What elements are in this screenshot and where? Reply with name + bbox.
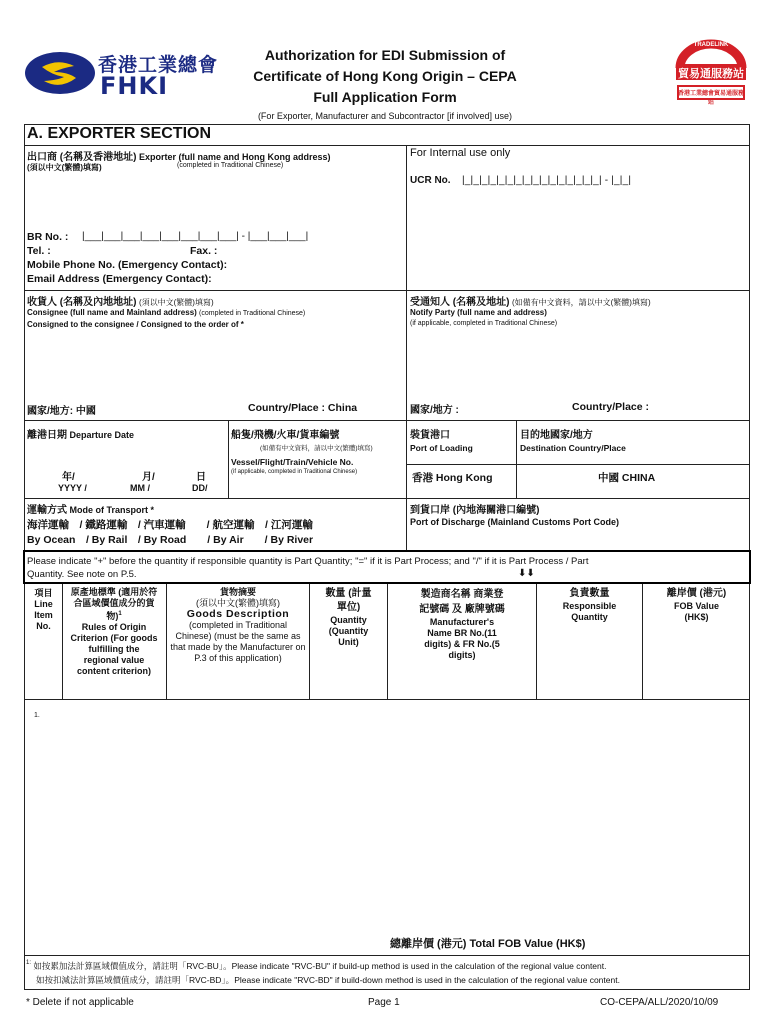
- notify-label-en: Notify Party (full name and address): [410, 308, 547, 317]
- consignee-field[interactable]: [27, 334, 403, 396]
- footnote-line2: [36, 974, 620, 986]
- row-1-number: 1.: [34, 712, 40, 719]
- down-arrows-icon: ⬇⬇: [518, 568, 535, 579]
- discharge-port-field[interactable]: [410, 530, 746, 548]
- consignee-label-cn: 收貨人 (名稱及內地地址): [27, 297, 137, 308]
- exporter-label: [27, 148, 407, 163]
- vessel-note-en: (if applicable, completed in Traditional Chinese): [231, 469, 358, 475]
- departure-year-cn: 年/: [62, 472, 75, 483]
- total-fob-cn: 總離岸價 (港元): [390, 938, 467, 950]
- vessel-label-en: Vessel/Flight/Train/Vehicle No.: [231, 457, 354, 467]
- mobile-label: Mobile Phone No. (Emergency Contact):: [27, 259, 228, 271]
- notify-country-field[interactable]: [476, 400, 566, 414]
- vessel-label-cn: 船隻/飛機/火車/貨車編號: [231, 430, 340, 441]
- consignee-label: [27, 293, 214, 308]
- departure-label-cn: 離港日期: [27, 430, 67, 441]
- col-goods-header: [168, 587, 308, 664]
- tel-field[interactable]: [70, 244, 180, 257]
- transport-label-cn: 運輸方式: [27, 505, 67, 516]
- footer-form-code: CO-CEPA/ALL/2020/10/09: [600, 997, 719, 1008]
- col-criterion-en: Rules of Origin Criterion (For goods fulfilling the regional value content criterion): [70, 622, 158, 676]
- destination-label-cn: 目的地國家/地方: [520, 430, 593, 441]
- transport-options-en[interactable]: By Ocean / By Rail / By Road / By Air / By River: [27, 534, 314, 546]
- col-criterion-cn-text: 原產地標準 (適用於符合區域價值成分的貨物): [70, 587, 158, 621]
- col-responsible-en: Responsible Quantity: [562, 601, 617, 622]
- destination-label-en: Destination Country/Place: [520, 443, 626, 453]
- divider: [516, 420, 517, 498]
- notify-field[interactable]: [410, 334, 746, 396]
- goods-table-body[interactable]: [26, 702, 748, 930]
- consignee-note-cn: (須以中文(繁體)填寫): [138, 298, 214, 307]
- loading-label-cn: 裝貨港口: [410, 430, 450, 441]
- consignee-country-en: Country/Place : China: [248, 402, 358, 414]
- footer-delete-note: * Delete if not applicable: [26, 997, 134, 1008]
- destination-value: 中國 CHINA: [598, 472, 656, 484]
- col-manufacturer-header: [389, 587, 535, 661]
- divider: [24, 699, 750, 700]
- col-responsible-cn: 負責數量: [569, 588, 610, 599]
- tradelink-stamp: [672, 38, 750, 106]
- discharge-label-en: Port of Discharge (Mainland Customs Port Code): [410, 517, 620, 527]
- transport-label: [27, 501, 154, 516]
- notify-label-cn: 受通知人 (名稱及地址): [410, 297, 510, 308]
- title-line-1: Authorization for EDI Submission of: [264, 47, 506, 63]
- consignee-country-cn: 國家/地方: 中國: [27, 406, 96, 417]
- footnote-2-en: Please indicate "RVC-BD" if build-down method is used in the calculation of the regional value content.: [234, 975, 620, 985]
- departure-label: [27, 426, 134, 441]
- departure-month-en: MM /: [130, 483, 150, 493]
- exporter-label-en: Exporter (full name and Hong Kong address): [138, 152, 331, 162]
- divider: [24, 290, 750, 291]
- col-manufacturer-en: Manufacturer's Name BR No.(11 digits) & FR No.(5 digits): [424, 617, 500, 660]
- col-fob-en: FOB Value (HK$): [673, 601, 719, 622]
- departure-year-en: YYYY /: [58, 483, 87, 493]
- discharge-label-cn: 到貨口岸 (內地海關港口編號): [410, 505, 540, 516]
- consignee-label-en: Consignee (full name and Mainland address): [27, 308, 197, 317]
- fax-field[interactable]: [228, 244, 398, 257]
- divider: [642, 584, 643, 699]
- footnote-marker: 1:: [26, 960, 32, 966]
- fax-label: Fax. :: [190, 245, 218, 257]
- exporter-note-cn: (須以中文(繁體)填寫): [27, 163, 102, 172]
- col-fob-header: [644, 587, 749, 623]
- tel-label: Tel. :: [27, 245, 51, 257]
- divider: [309, 584, 310, 699]
- col-criterion-header: [64, 587, 164, 677]
- quantity-note-line2: Quantity. See note on P.5.: [27, 569, 137, 580]
- transport-options-cn[interactable]: 海洋運輸 / 鐵路運輸 / 汽車運輸 / 航空運輸 / 江河運輸: [27, 519, 313, 531]
- divider: [24, 420, 750, 421]
- form-subtitle: (For Exporter, Manufacturer and Subcontractor [if involved] use): [257, 111, 513, 121]
- br-label: BR No. :: [27, 231, 69, 243]
- loading-label-en: Port of Loading: [410, 443, 473, 453]
- divider: [166, 584, 167, 699]
- fhki-emblem-icon: [24, 50, 96, 96]
- total-fob-field[interactable]: [642, 933, 746, 949]
- ucr-number-boxes[interactable]: |_|_|_|_|_|_|_|_|_|_|_|_|_|_|_|_| - |_|_|: [462, 175, 632, 186]
- vessel-note-cn: (如備有中文資料，請以中文(繁體)填寫): [260, 445, 373, 452]
- col-item-en: Line Item No.: [34, 599, 53, 631]
- title-line-2: Certificate of Hong Kong Origin – CEPA: [253, 68, 517, 84]
- divider: [387, 584, 388, 699]
- col-criterion-cn: [64, 587, 164, 622]
- logo-english: FHKI: [100, 72, 169, 100]
- departure-day-en: DD/: [192, 483, 208, 493]
- col-goods-cn: 貨物摘要: [219, 587, 256, 597]
- exporter-label-cn: 出口商 (名稱及香港地址): [27, 152, 137, 163]
- email-label: Email Address (Emergency Contact):: [27, 273, 212, 285]
- stamp-arc-text: TRADELINK: [693, 42, 729, 48]
- departure-month-cn: 月/: [142, 472, 155, 483]
- section-a-title: A. EXPORTER SECTION: [27, 125, 212, 142]
- col-criterion-sup: 1: [118, 611, 122, 617]
- form-title: [220, 45, 550, 108]
- br-number-boxes[interactable]: |___|___|___|___|___|___|___|___| - |___|___|___|: [82, 231, 309, 242]
- departure-label-en: Departure Date: [69, 430, 135, 440]
- total-fob-label: [390, 935, 585, 951]
- footer-page-number: Page 1: [368, 997, 400, 1008]
- notify-country-cn: 國家/地方 :: [410, 405, 459, 416]
- stamp-bottom: 香港工業總會貿易通服務站: [678, 91, 745, 106]
- transport-label-en: Mode of Transport *: [69, 505, 155, 515]
- col-qty-cn: 數量 (計量單位): [325, 588, 372, 613]
- total-fob-en: Total FOB Value (HK$): [469, 938, 586, 950]
- col-goods-en-note: (completed in Traditional Chinese) (must be the same as that made by the Manufacturer on P.3 of this application): [170, 620, 306, 663]
- col-item-header: [25, 588, 62, 632]
- divider: [62, 584, 63, 699]
- notify-label: [410, 293, 651, 308]
- consignee-consigned-to: Consigned to the consignee / Consigned to the order of *: [27, 320, 244, 329]
- col-manufacturer-cn: 製造商名稱 商業登記號碼 及 廠牌號碼: [419, 589, 505, 615]
- divider: [406, 464, 750, 465]
- notify-note-en: (if applicable, completed in Traditional Chinese): [410, 320, 558, 327]
- departure-day-cn: 日: [196, 472, 206, 483]
- consignee-label-en-row: [27, 308, 305, 317]
- notify-country-en: Country/Place :: [572, 401, 650, 413]
- divider: [24, 955, 750, 956]
- col-goods-en: Goods Description: [186, 608, 290, 620]
- fhki-logo: [24, 48, 224, 98]
- col-responsible-header: [538, 587, 641, 623]
- col-goods-cn-note: (須以中文(繁體)填寫): [196, 598, 280, 608]
- divider: [228, 420, 229, 498]
- divider: [536, 584, 537, 699]
- footnote-1-en: Please indicate "RVC-BU" if build-up method is used in the calculation of the regional value content.: [231, 961, 607, 971]
- footnote-2-cn: 如按扣減法計算區域價值成分，請註明「RVC-BD」。: [36, 975, 235, 985]
- consignee-note-en: (completed in Traditional Chinese): [199, 310, 306, 317]
- footnote-line1: [26, 960, 606, 972]
- exporter-name-address-field[interactable]: [27, 175, 403, 227]
- exporter-note-en: (completed in Traditional Chinese): [177, 162, 284, 169]
- internal-use-label: For Internal use only: [410, 147, 511, 159]
- quantity-note-line1: Please indicate "+" before the quantity if responsible quantity is Part Quantity; "=" if it is Part Process; and "/" if it is Part Process / Part: [27, 556, 589, 567]
- loading-value: 香港 Hong Kong: [412, 472, 493, 484]
- logo-chinese: 香港工業總會: [98, 54, 219, 76]
- stamp-chinese: 貿易通服務站: [678, 68, 744, 80]
- divider: [24, 145, 750, 146]
- vessel-number-field[interactable]: [231, 478, 403, 496]
- col-fob-cn: 離岸價 (港元): [666, 588, 727, 599]
- col-qty-header: [311, 587, 386, 648]
- col-qty-en: Quantity (Quantity Unit): [328, 615, 369, 647]
- departure-date-field[interactable]: [30, 440, 220, 466]
- divider: [406, 145, 407, 550]
- ucr-label: UCR No.: [410, 175, 451, 186]
- col-item-cn: 項目: [34, 588, 53, 598]
- notify-note-cn: (如備有中文資料，請以中文(繁體)填寫): [511, 298, 651, 307]
- title-line-3: Full Application Form: [313, 89, 457, 105]
- divider: [24, 498, 750, 499]
- footnote-1-cn: 如按累加法計算區域價值成分，請註明「RVC-BU」。: [33, 961, 232, 971]
